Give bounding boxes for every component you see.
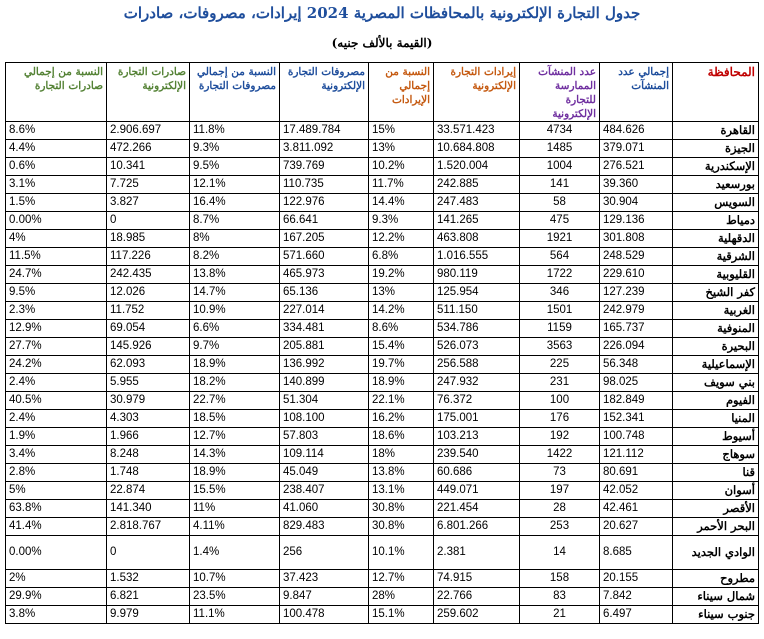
cell-gov: مطروح	[673, 570, 759, 588]
cell-exports: 18.985	[107, 230, 190, 248]
cell-exp-pct: 9.7%	[190, 338, 280, 356]
cell-exports-pct: 3.8%	[6, 606, 107, 624]
table-header-row	[6, 63, 759, 122]
cell-rev-pct: 14.2%	[369, 302, 434, 320]
table-row	[6, 140, 759, 158]
cell-exports-pct: 3.4%	[6, 446, 107, 464]
cell-exports: 2.906.697	[107, 122, 190, 140]
cell-exp-pct: 12.1%	[190, 176, 280, 194]
cell-exports: 7.725	[107, 176, 190, 194]
table-row	[6, 464, 759, 482]
cell-gov: كفر الشيخ	[673, 284, 759, 302]
cell-exp-pct: 11.8%	[190, 122, 280, 140]
cell-exports-pct: 4.4%	[6, 140, 107, 158]
cell-exports: 12.026	[107, 284, 190, 302]
table-row	[6, 482, 759, 500]
cell-rev-pct: 10.2%	[369, 158, 434, 176]
cell-rev: 22.766	[434, 588, 520, 606]
cell-exports: 472.266	[107, 140, 190, 158]
cell-rev-pct: 18.9%	[369, 374, 434, 392]
cell-rev-pct: 16.2%	[369, 410, 434, 428]
table-row	[6, 284, 759, 302]
cell-rev-pct: 19.2%	[369, 266, 434, 284]
cell-exp-pct: 22.7%	[190, 392, 280, 410]
cell-exp: 110.735	[280, 176, 369, 194]
cell-count: 253	[520, 518, 600, 536]
cell-total: 98.025	[600, 374, 673, 392]
cell-gov: أسوان	[673, 482, 759, 500]
table-row	[6, 570, 759, 588]
cell-exports-pct: 2%	[6, 570, 107, 588]
cell-exports-pct: 63.8%	[6, 500, 107, 518]
cell-exports-pct: 9.5%	[6, 284, 107, 302]
cell-total: 20.627	[600, 518, 673, 536]
cell-count: 346	[520, 284, 600, 302]
cell-exp-pct: 9.5%	[190, 158, 280, 176]
cell-exp-pct: 8%	[190, 230, 280, 248]
cell-exp-pct: 14.3%	[190, 446, 280, 464]
cell-total: 484.626	[600, 122, 673, 140]
cell-exports-pct: 8.6%	[6, 122, 107, 140]
cell-gov: الجيزة	[673, 140, 759, 158]
cell-exp-pct: 8.2%	[190, 248, 280, 266]
cell-count: 1722	[520, 266, 600, 284]
cell-rev-pct: 8.6%	[369, 320, 434, 338]
cell-count: 225	[520, 356, 600, 374]
cell-exports: 145.926	[107, 338, 190, 356]
cell-exports-pct: 29.9%	[6, 588, 107, 606]
page-title: جدول التجارة الإلكترونية بالمحافظات المصرية 2024 إيرادات، مصروفات، صادرات	[123, 4, 641, 22]
cell-rev: 10.684.808	[434, 140, 520, 158]
cell-rev: 60.686	[434, 464, 520, 482]
cell-exports: 30.979	[107, 392, 190, 410]
cell-gov: الشرقية	[673, 248, 759, 266]
cell-exp-pct: 13.8%	[190, 266, 280, 284]
cell-exp: 66.641	[280, 212, 369, 230]
table-row	[6, 536, 759, 570]
cell-exports: 1.966	[107, 428, 190, 446]
cell-exp-pct: 1.4%	[190, 536, 280, 570]
cell-total: 39.360	[600, 176, 673, 194]
cell-rev-pct: 18%	[369, 446, 434, 464]
cell-rev-pct: 13%	[369, 140, 434, 158]
cell-exports: 6.821	[107, 588, 190, 606]
table-row	[6, 212, 759, 230]
cell-rev-pct: 19.7%	[369, 356, 434, 374]
table-row	[6, 446, 759, 464]
cell-exp-pct: 10.7%	[190, 570, 280, 588]
table-row	[6, 392, 759, 410]
cell-total: 226.094	[600, 338, 673, 356]
cell-count: 1921	[520, 230, 600, 248]
cell-gov: الوادي الجديد	[673, 536, 759, 570]
cell-rev-pct: 10.1%	[369, 536, 434, 570]
table-row	[6, 518, 759, 536]
cell-gov: بني سويف	[673, 374, 759, 392]
cell-count: 176	[520, 410, 600, 428]
cell-count: 141	[520, 176, 600, 194]
cell-rev-pct: 30.8%	[369, 500, 434, 518]
cell-exports: 10.341	[107, 158, 190, 176]
cell-exp: 238.407	[280, 482, 369, 500]
cell-exp-pct: 15.5%	[190, 482, 280, 500]
cell-rev: 247.483	[434, 194, 520, 212]
cell-exp-pct: 11%	[190, 500, 280, 518]
cell-exports-pct: 1.9%	[6, 428, 107, 446]
cell-exports-pct: 24.7%	[6, 266, 107, 284]
cell-total: 242.979	[600, 302, 673, 320]
table-body	[6, 122, 759, 624]
cell-exports: 242.435	[107, 266, 190, 284]
table-row	[6, 248, 759, 266]
cell-total: 80.691	[600, 464, 673, 482]
cell-count: 4734	[520, 122, 600, 140]
cell-rev: 239.540	[434, 446, 520, 464]
cell-rev: 256.588	[434, 356, 520, 374]
cell-gov: المنوفية	[673, 320, 759, 338]
cell-exports-pct: 11.5%	[6, 248, 107, 266]
cell-gov: الإسماعيلية	[673, 356, 759, 374]
cell-exports-pct: 5%	[6, 482, 107, 500]
cell-exports: 1.748	[107, 464, 190, 482]
cell-total: 20.155	[600, 570, 673, 588]
cell-rev-pct: 22.1%	[369, 392, 434, 410]
cell-total: 301.808	[600, 230, 673, 248]
cell-exp-pct: 14.7%	[190, 284, 280, 302]
cell-exports-pct: 2.4%	[6, 374, 107, 392]
cell-exp: 167.205	[280, 230, 369, 248]
cell-count: 231	[520, 374, 600, 392]
cell-exports-pct: 0.6%	[6, 158, 107, 176]
cell-gov: القاهرة	[673, 122, 759, 140]
cell-exports-pct: 0.00%	[6, 212, 107, 230]
cell-rev-pct: 30.8%	[369, 518, 434, 536]
cell-exp-pct: 23.5%	[190, 588, 280, 606]
cell-exp-pct: 9.3%	[190, 140, 280, 158]
cell-count: 83	[520, 588, 600, 606]
cell-rev: 33.571.423	[434, 122, 520, 140]
cell-gov: قنا	[673, 464, 759, 482]
cell-count: 564	[520, 248, 600, 266]
table-row	[6, 122, 759, 140]
cell-count: 475	[520, 212, 600, 230]
cell-count: 1485	[520, 140, 600, 158]
cell-total: 6.497	[600, 606, 673, 624]
cell-exports: 5.955	[107, 374, 190, 392]
cell-exp: 136.992	[280, 356, 369, 374]
cell-exp: 3.811.092	[280, 140, 369, 158]
cell-exports: 141.340	[107, 500, 190, 518]
cell-gov: السويس	[673, 194, 759, 212]
cell-rev: 175.001	[434, 410, 520, 428]
cell-gov: دمياط	[673, 212, 759, 230]
cell-exp: 100.478	[280, 606, 369, 624]
cell-exp-pct: 18.2%	[190, 374, 280, 392]
table-row	[6, 176, 759, 194]
cell-exports-pct: 24.2%	[6, 356, 107, 374]
cell-exports-pct: 4%	[6, 230, 107, 248]
cell-exports: 117.226	[107, 248, 190, 266]
cell-gov: سوهاج	[673, 446, 759, 464]
cell-exports: 11.752	[107, 302, 190, 320]
cell-exp: 571.660	[280, 248, 369, 266]
page-subtitle: (القيمة بالألف جنيه)	[331, 36, 433, 50]
cell-total: 42.461	[600, 500, 673, 518]
cell-count: 1422	[520, 446, 600, 464]
cell-total: 248.529	[600, 248, 673, 266]
cell-gov: أسيوط	[673, 428, 759, 446]
cell-rev: 449.071	[434, 482, 520, 500]
header-exp-pct: النسبة من إجمالي مصروفات التجارة	[190, 63, 280, 122]
cell-rev-pct: 14.4%	[369, 194, 434, 212]
header-exports: صادرات التجارة الإلكترونية	[107, 63, 190, 122]
header-rev-pct: النسبة من إجمالي الإيرادات	[369, 63, 434, 122]
cell-exports-pct: 0.00%	[6, 536, 107, 570]
cell-exp: 37.423	[280, 570, 369, 588]
cell-rev: 74.915	[434, 570, 520, 588]
cell-rev: 511.150	[434, 302, 520, 320]
cell-exp-pct: 4.11%	[190, 518, 280, 536]
cell-total: 8.685	[600, 536, 673, 570]
cell-exp: 108.100	[280, 410, 369, 428]
cell-rev: 141.265	[434, 212, 520, 230]
cell-gov: الأقصر	[673, 500, 759, 518]
cell-exp: 829.483	[280, 518, 369, 536]
cell-exp: 140.899	[280, 374, 369, 392]
table-row	[6, 158, 759, 176]
cell-rev-pct: 18.6%	[369, 428, 434, 446]
governorates-table	[5, 62, 759, 624]
cell-count: 197	[520, 482, 600, 500]
cell-exports-pct: 2.3%	[6, 302, 107, 320]
cell-rev-pct: 15.4%	[369, 338, 434, 356]
cell-total: 42.052	[600, 482, 673, 500]
table-row	[6, 410, 759, 428]
cell-gov: بورسعيد	[673, 176, 759, 194]
cell-rev: 2.381	[434, 536, 520, 570]
table-row	[6, 606, 759, 624]
cell-rev: 125.954	[434, 284, 520, 302]
cell-rev: 259.602	[434, 606, 520, 624]
cell-exp: 227.014	[280, 302, 369, 320]
cell-rev-pct: 28%	[369, 588, 434, 606]
cell-total: 56.348	[600, 356, 673, 374]
cell-gov: جنوب سيناء	[673, 606, 759, 624]
cell-total: 152.341	[600, 410, 673, 428]
cell-exp-pct: 11.1%	[190, 606, 280, 624]
cell-gov: القليوبية	[673, 266, 759, 284]
cell-exp: 17.489.784	[280, 122, 369, 140]
cell-exp-pct: 18.9%	[190, 356, 280, 374]
cell-count: 28	[520, 500, 600, 518]
cell-rev: 242.885	[434, 176, 520, 194]
cell-exp: 205.881	[280, 338, 369, 356]
cell-count: 73	[520, 464, 600, 482]
cell-exp: 41.060	[280, 500, 369, 518]
cell-rev: 534.786	[434, 320, 520, 338]
cell-count: 100	[520, 392, 600, 410]
table-row	[6, 338, 759, 356]
cell-gov: البحيرة	[673, 338, 759, 356]
cell-rev-pct: 13%	[369, 284, 434, 302]
cell-total: 129.136	[600, 212, 673, 230]
cell-total: 7.842	[600, 588, 673, 606]
cell-exports-pct: 27.7%	[6, 338, 107, 356]
cell-exports: 1.532	[107, 570, 190, 588]
table-row	[6, 302, 759, 320]
cell-count: 1501	[520, 302, 600, 320]
table-row	[6, 500, 759, 518]
cell-total: 165.737	[600, 320, 673, 338]
cell-exp: 9.847	[280, 588, 369, 606]
cell-exp-pct: 18.9%	[190, 464, 280, 482]
cell-exports-pct: 41.4%	[6, 518, 107, 536]
cell-rev-pct: 12.7%	[369, 570, 434, 588]
cell-rev: 103.213	[434, 428, 520, 446]
cell-total: 121.112	[600, 446, 673, 464]
cell-exp: 739.769	[280, 158, 369, 176]
cell-rev: 1.520.004	[434, 158, 520, 176]
cell-exp: 465.973	[280, 266, 369, 284]
table-row	[6, 194, 759, 212]
table-row	[6, 356, 759, 374]
cell-exports: 22.874	[107, 482, 190, 500]
cell-exp-pct: 8.7%	[190, 212, 280, 230]
table-row	[6, 428, 759, 446]
cell-exp: 334.481	[280, 320, 369, 338]
cell-exports-pct: 2.4%	[6, 410, 107, 428]
cell-count: 21	[520, 606, 600, 624]
cell-rev: 526.073	[434, 338, 520, 356]
table-row	[6, 266, 759, 284]
cell-exports: 9.979	[107, 606, 190, 624]
cell-exports: 4.303	[107, 410, 190, 428]
cell-rev-pct: 6.8%	[369, 248, 434, 266]
cell-exp: 51.304	[280, 392, 369, 410]
cell-rev-pct: 15.1%	[369, 606, 434, 624]
cell-exports: 8.248	[107, 446, 190, 464]
cell-exp: 109.114	[280, 446, 369, 464]
cell-total: 229.610	[600, 266, 673, 284]
table-row	[6, 374, 759, 392]
cell-rev-pct: 12.2%	[369, 230, 434, 248]
header-exp: مصروفات التجارة الإلكترونية	[280, 63, 369, 122]
cell-gov: شمال سيناء	[673, 588, 759, 606]
cell-exports-pct: 40.5%	[6, 392, 107, 410]
cell-count: 1159	[520, 320, 600, 338]
cell-exp-pct: 6.6%	[190, 320, 280, 338]
cell-total: 30.904	[600, 194, 673, 212]
cell-gov: البحر الأحمر	[673, 518, 759, 536]
cell-rev-pct: 9.3%	[369, 212, 434, 230]
cell-rev: 463.808	[434, 230, 520, 248]
cell-rev: 221.454	[434, 500, 520, 518]
cell-exports: 0	[107, 536, 190, 570]
cell-exports-pct: 12.9%	[6, 320, 107, 338]
cell-rev: 6.801.266	[434, 518, 520, 536]
cell-exp-pct: 12.7%	[190, 428, 280, 446]
cell-exports: 62.093	[107, 356, 190, 374]
cell-total: 182.849	[600, 392, 673, 410]
cell-count: 1004	[520, 158, 600, 176]
cell-gov: الدقهلية	[673, 230, 759, 248]
header-count: عدد المنشآت الممارسة للتجارة الإلكترونية	[520, 63, 600, 122]
cell-exp-pct: 16.4%	[190, 194, 280, 212]
cell-rev: 1.016.555	[434, 248, 520, 266]
cell-exports-pct: 3.1%	[6, 176, 107, 194]
cell-rev-pct: 13.1%	[369, 482, 434, 500]
cell-rev-pct: 15%	[369, 122, 434, 140]
cell-exports: 69.054	[107, 320, 190, 338]
cell-gov: الغربية	[673, 302, 759, 320]
header-exports-pct: النسبة من إجمالي صادرات التجارة	[6, 63, 107, 122]
cell-exp: 57.803	[280, 428, 369, 446]
cell-exp: 65.136	[280, 284, 369, 302]
cell-exports-pct: 1.5%	[6, 194, 107, 212]
table-row	[6, 230, 759, 248]
header-total: إجمالي عدد المنشآت	[600, 63, 673, 122]
cell-total: 127.239	[600, 284, 673, 302]
cell-exp: 256	[280, 536, 369, 570]
cell-exp-pct: 10.9%	[190, 302, 280, 320]
cell-rev: 247.932	[434, 374, 520, 392]
cell-exports-pct: 2.8%	[6, 464, 107, 482]
cell-gov: الإسكندرية	[673, 158, 759, 176]
cell-total: 379.071	[600, 140, 673, 158]
cell-exports: 2.818.767	[107, 518, 190, 536]
cell-total: 276.521	[600, 158, 673, 176]
cell-rev: 980.119	[434, 266, 520, 284]
cell-gov: الفيوم	[673, 392, 759, 410]
cell-count: 3563	[520, 338, 600, 356]
header-gov: المحافظة	[673, 63, 759, 122]
cell-total: 100.748	[600, 428, 673, 446]
header-rev: إيرادات التجارة الإلكترونية	[434, 63, 520, 122]
cell-count: 14	[520, 536, 600, 570]
cell-exp: 122.976	[280, 194, 369, 212]
cell-rev-pct: 11.7%	[369, 176, 434, 194]
cell-exports: 3.827	[107, 194, 190, 212]
table-row	[6, 588, 759, 606]
cell-count: 158	[520, 570, 600, 588]
cell-exp-pct: 18.5%	[190, 410, 280, 428]
cell-rev-pct: 13.8%	[369, 464, 434, 482]
cell-rev: 76.372	[434, 392, 520, 410]
cell-gov: المنيا	[673, 410, 759, 428]
cell-exp: 45.049	[280, 464, 369, 482]
cell-count: 58	[520, 194, 600, 212]
cell-exports: 0	[107, 212, 190, 230]
table-row	[6, 320, 759, 338]
cell-count: 192	[520, 428, 600, 446]
